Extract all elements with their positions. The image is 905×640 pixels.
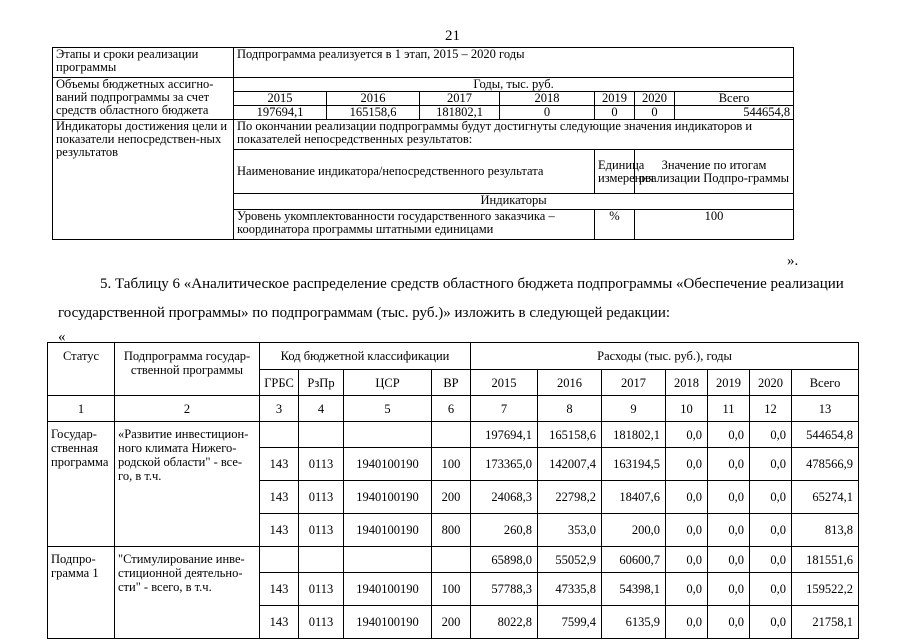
column-number-cell: 1 [48,396,115,422]
stages-label: Этапы и сроки реализации программы [53,48,234,78]
csr-cell: 1940100190 [344,514,432,547]
funding-amount-cell: 0 [595,106,635,120]
funding-year-cell: 2015 [234,92,327,106]
status-header: Статус [48,343,115,396]
funding-amount-cell: 181802,1 [420,106,500,120]
expense-value-cell: 0,0 [750,422,792,448]
funding-amount-cell: 165158,6 [327,106,420,120]
csr-header: ЦСР [344,370,432,396]
vr-cell: 100 [432,448,471,481]
vr-cell: 200 [432,606,471,639]
rzpr-cell [299,422,344,448]
funding-year-cell: 2018 [500,92,595,106]
rzpr-cell: 0113 [299,573,344,606]
funding-amount-cell: 0 [635,106,675,120]
funding-year-cell: 2016 [327,92,420,106]
expense-value-cell: 7599,4 [538,606,602,639]
rzpr-cell: 0113 [299,514,344,547]
column-number-cell: 5 [344,396,432,422]
column-number-cell: 10 [666,396,708,422]
funding-year-cell: 2019 [595,92,635,106]
column-number-cell: 3 [260,396,299,422]
status-cell: Государ-ственная программа [48,422,115,547]
indicators-section-label: Индикаторы [234,194,794,210]
year-header-cell: 2019 [708,370,750,396]
expense-value-cell: 24068,3 [471,481,538,514]
grbs-cell: 143 [260,606,299,639]
indicator-unit: % [595,210,635,240]
rzpr-cell: 0113 [299,606,344,639]
indicator-value: 100 [635,210,794,240]
indicator-name-header: Наименование индикатора/непосредственного результата [234,150,595,194]
paragraph-line-1: 5. Таблицу 6 «Аналитическое распределение средств областного бюджета подпрограммы «Обеспечение реализации [100,276,844,292]
vr-cell: 100 [432,573,471,606]
expense-value-cell: 0,0 [750,448,792,481]
column-number-cell: 9 [602,396,666,422]
expense-value-cell: 200,0 [602,514,666,547]
expense-value-cell: 0,0 [708,448,750,481]
paragraph-line-2: государственной программы» по подпрограммам (тыс. руб.)» изложить в следующей редакции: [58,305,671,321]
expense-value-cell: 0,0 [750,514,792,547]
funding-year-cell: Всего [675,92,794,106]
column-number-cell: 8 [538,396,602,422]
indicator-name: Уровень укомплектованности государственного заказчика – координатора программы штатными единицами [234,210,595,240]
subprogram-name-cell: "Стимулирование инве-стиционной деятельно-сти" - всего, в т.ч. [115,547,260,639]
expense-value-cell: 0,0 [666,547,708,573]
expense-value-cell: 18407,6 [602,481,666,514]
grbs-cell: 143 [260,573,299,606]
funding-year-cell: 2017 [420,92,500,106]
expense-value-cell: 0,0 [750,573,792,606]
column-numbers-row [48,396,859,422]
year-header-cell: Всего [792,370,859,396]
amendment-paragraph [58,270,858,328]
grbs-cell: 143 [260,481,299,514]
year-header-cell: 2020 [750,370,792,396]
expense-value-cell: 0,0 [708,481,750,514]
expense-value-cell: 60600,7 [602,547,666,573]
indicator-value-header: Значение по итогам реализации Подпро-граммы [635,150,794,194]
expense-value-cell: 0,0 [750,606,792,639]
expense-value-cell: 181551,6 [792,547,859,573]
expense-value-cell: 8022,8 [471,606,538,639]
grbs-cell [260,422,299,448]
vr-cell: 800 [432,514,471,547]
expense-value-cell: 54398,1 [602,573,666,606]
funding-year-cell: 2020 [635,92,675,106]
expenses-header: Расходы (тыс. руб.), годы [471,343,859,370]
expense-value-cell: 0,0 [666,481,708,514]
column-number-cell: 12 [750,396,792,422]
expense-value-cell: 0,0 [750,547,792,573]
funding-label: Объемы бюджетных ассигно-ваний подпрограммы за счет средств областного бюджета [53,78,234,120]
budget-distribution-table [47,342,859,639]
column-number-cell: 11 [708,396,750,422]
grbs-cell: 143 [260,448,299,481]
expense-value-cell: 197694,1 [471,422,538,448]
funding-amount-cell: 197694,1 [234,106,327,120]
expense-value-cell: 0,0 [708,547,750,573]
vr-header: ВР [432,370,471,396]
expense-value-cell: 0,0 [708,573,750,606]
expense-value-cell: 65898,0 [471,547,538,573]
csr-cell [344,422,432,448]
year-header-cell: 2016 [538,370,602,396]
vr-cell [432,547,471,573]
budget-code-header: Код бюджетной классификации [260,343,471,370]
subprogram-name-cell: «Развитие инвестицион-ного климата Нижего-родской области" - все-го, в т.ч. [115,422,260,547]
expense-value-cell: 0,0 [708,422,750,448]
expense-value-cell: 6135,9 [602,606,666,639]
expense-value-cell: 0,0 [708,606,750,639]
expense-value-cell: 0,0 [666,514,708,547]
expense-value-cell: 0,0 [666,606,708,639]
rzpr-cell: 0113 [299,448,344,481]
csr-cell: 1940100190 [344,606,432,639]
expense-value-cell: 0,0 [666,573,708,606]
funding-header: Годы, тыс. руб. [234,78,794,92]
column-number-cell: 2 [115,396,260,422]
expense-value-cell: 0,0 [666,448,708,481]
rzpr-cell: 0113 [299,481,344,514]
expense-value-cell: 159522,2 [792,573,859,606]
status-cell: Подпро-грамма 1 [48,547,115,639]
rzpr-header: РзПр [299,370,344,396]
csr-cell: 1940100190 [344,448,432,481]
column-number-cell: 7 [471,396,538,422]
column-number-cell: 4 [299,396,344,422]
expense-value-cell: 478566,9 [792,448,859,481]
grbs-header: ГРБС [260,370,299,396]
column-number-cell: 13 [792,396,859,422]
expense-value-cell: 173365,0 [471,448,538,481]
expense-value-cell: 0,0 [666,422,708,448]
expense-value-cell: 57788,3 [471,573,538,606]
expense-value-cell: 813,8 [792,514,859,547]
csr-cell [344,547,432,573]
expense-value-cell: 165158,6 [538,422,602,448]
year-header-cell: 2015 [471,370,538,396]
vr-cell: 200 [432,481,471,514]
expense-value-cell: 55052,9 [538,547,602,573]
funding-amount-cell: 0 [500,106,595,120]
opening-quote: « [58,329,66,345]
table-row [48,547,859,573]
expense-value-cell: 0,0 [750,481,792,514]
grbs-cell: 143 [260,514,299,547]
expense-value-cell: 260,8 [471,514,538,547]
expense-value-cell: 142007,4 [538,448,602,481]
year-header-cell: 2018 [666,370,708,396]
year-header-cell: 2017 [602,370,666,396]
indicator-unit-header: Единица измерения [595,150,635,194]
vr-cell [432,422,471,448]
grbs-cell [260,547,299,573]
table-row [48,422,859,448]
expense-value-cell: 353,0 [538,514,602,547]
expense-value-cell: 47335,8 [538,573,602,606]
closing-quote: ». [787,253,799,269]
stages-value: Подпрограмма реализуется в 1 этап, 2015 – 2020 годы [234,48,794,78]
column-number-cell: 6 [432,396,471,422]
rzpr-cell [299,547,344,573]
expense-value-cell: 65274,1 [792,481,859,514]
page-number: 21 [445,28,460,44]
expense-value-cell: 181802,1 [602,422,666,448]
indicators-intro: По окончании реализации подпрограммы будут достигнуты следующие значения индикаторов и показателей непосредственных результатов: [234,120,794,150]
subprogram-passport-table [52,47,794,240]
expense-value-cell: 0,0 [708,514,750,547]
csr-cell: 1940100190 [344,481,432,514]
expense-value-cell: 22798,2 [538,481,602,514]
expense-value-cell: 21758,1 [792,606,859,639]
expense-value-cell: 163194,5 [602,448,666,481]
expense-value-cell: 544654,8 [792,422,859,448]
csr-cell: 1940100190 [344,573,432,606]
subprogram-header: Подпрограмма государ-ственной программы [115,343,260,396]
funding-amount-cell: 544654,8 [675,106,794,120]
indicators-label: Индикаторы достижения цели и показатели непосредствен-ных результатов [53,120,234,240]
